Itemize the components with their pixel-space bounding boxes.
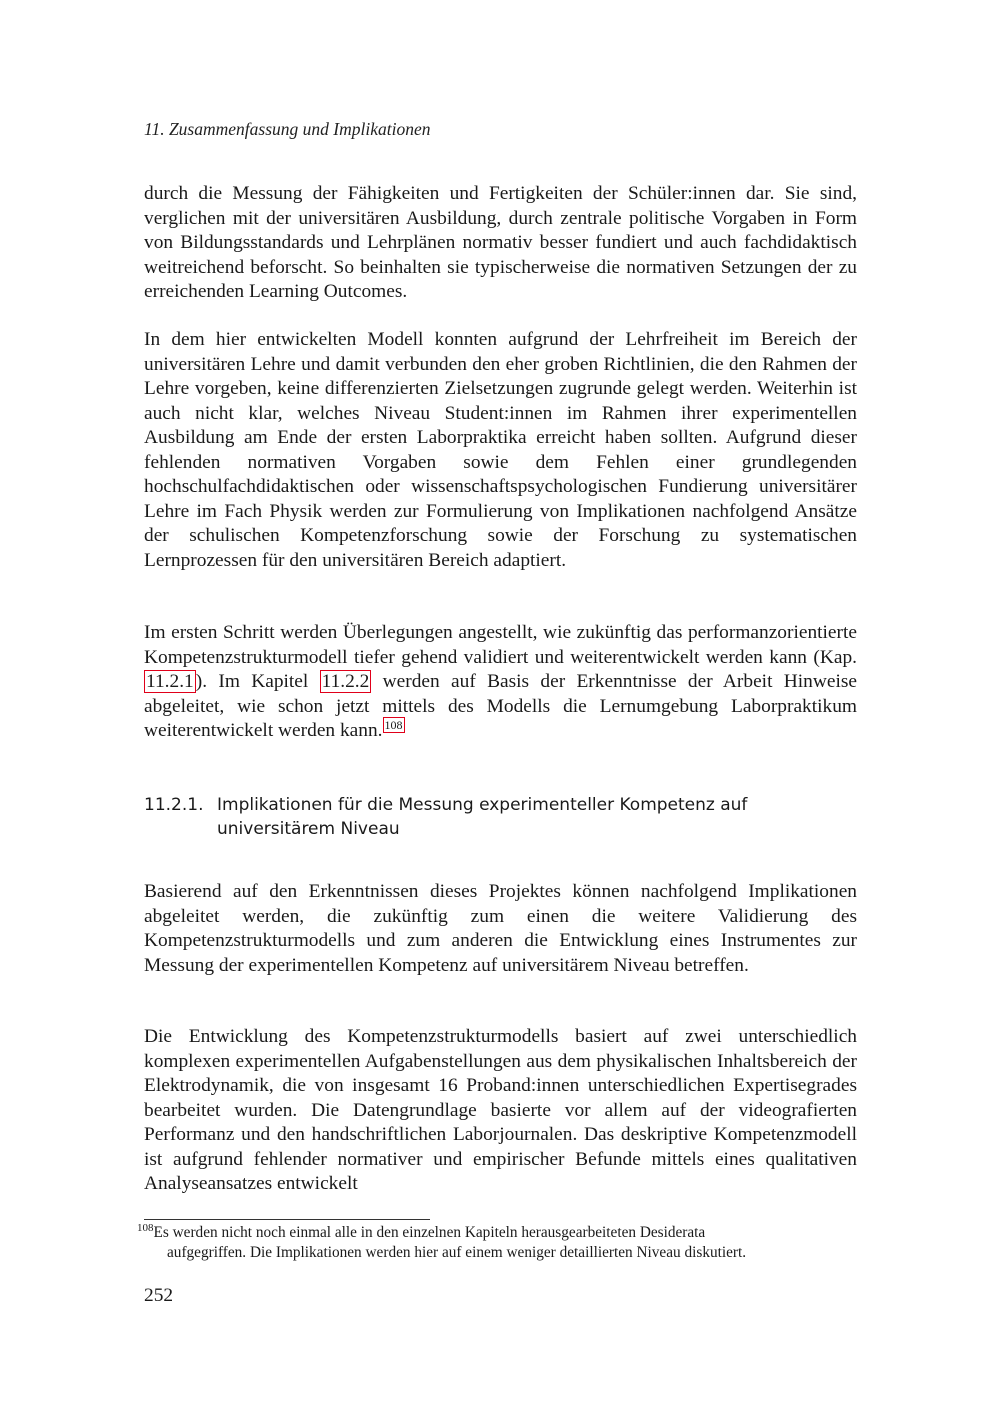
paragraph-3-text-c: werden auf Basis der Erkenntnisse der Arbeit Hinweise abgeleitet, wie schon jetzt mittels des Modells die Lernumgebung Laborpraktikum weiterentwickelt werden kann.: [144, 671, 857, 741]
paragraph-1: [144, 182, 857, 305]
paragraph-3-text-a: Im ersten Schritt werden Überlegungen angestellt, wie zukünftig das performanzorientierte Kompetenzstrukturmodell tiefer gehend validiert und weiterentwickelt werden kann (Kap.: [144, 622, 857, 668]
chapter-link-11-2-2[interactable]: 11.2.2: [321, 671, 370, 692]
paragraph-5: [144, 1025, 857, 1197]
paragraph-1-text: durch die Messung der Fähigkeiten und Fertigkeiten der Schüler:innen dar. Sie sind, verglichen mit der universitären Ausbildung, durch zentrale politische Vorgaben in Form von Bildungsstandards und Lehrplänen normativ besser fundiert und auch fachdidaktisch weitreichend beforscht. So beinhalten sie typischerweise die normativen Setzungen der zu erreichenden Learning Outcomes.: [144, 183, 857, 302]
paragraph-2-text: In dem hier entwickelten Modell konnten aufgrund der Lehrfreiheit im Bereich der universitären Lehre und damit verbunden den eher groben Richtlinien, die den Rahmen der Lehre vorgeben, keine differenzierten Zielsetzungen zugrunde gelegt werden. Weiterhin ist auch nicht klar, welches Niveau Student:innen im Rahmen ihrer experimentellen Ausbildung am Ende der ersten Laborpraktika erreicht haben sollten. Aufgrund dieser fehlenden normativen Vorgaben sowie dem Fehlen einer grundlegenden hochschulfachdidaktischen oder wissenschaftspsychologischen Fundierung universitärer Lehre im Fach Physik werden zur Formulierung von Implikationen nachfolgend Ansätze der schulischen Kompetenzforschung sowie der Forschung zu systematischen Lernprozessen für den universitären Bereich adaptiert.: [144, 329, 857, 571]
footnote-rule: [144, 1219, 430, 1220]
paragraph-4: [144, 880, 857, 978]
paragraph-5-text: Die Entwicklung des Kompetenzstrukturmodells basiert auf zwei unterschiedlich komplexen experimentellen Aufgabenstellungen aus dem physikalischen Inhaltsbereich der Elektrodynamik, die von insgesamt 16 Proband:innen unterschiedlichen Expertisegrades bearbeitet wurden. Die Datengrundlage basierte vor allem auf der videografierten Performanz und den handschriftlichen Laborjournalen. Das deskriptive Kompetenzmodell ist aufgrund fehlender normativer und empirischer Befunde mittels eines qualitativen Analyseansatzes entwickelt: [144, 1026, 857, 1194]
footnote-line-2: aufgegriffen. Die Implikationen werden hier auf einem weniger detaillierten Niveau diskutiert.: [167, 1244, 747, 1261]
footnote-link-108[interactable]: 108: [384, 717, 403, 732]
footnote-108: [137, 1223, 857, 1263]
paragraph-2: [144, 328, 857, 573]
paragraph-3-text-b: ). Im Kapitel: [195, 671, 320, 692]
section-heading: [144, 793, 857, 841]
section-title: Implikationen für die Messung experimenteller Kompetenz auf universitärem Niveau: [217, 795, 748, 839]
paragraph-4-text: Basierend auf den Erkenntnissen dieses Projektes können nachfolgend Implikationen abgeleitet werden, die zukünftig zum einen die weitere Validierung des Kompetenzstrukturmodells und zum anderen die Entwicklung eines Instrumentes zur Messung der experimentellen Kompetenz auf universitärem Niveau betreffen.: [144, 881, 857, 976]
section-number: 11.2.1.: [144, 795, 204, 815]
page-number: 252: [144, 1285, 174, 1306]
footnote-mark: 108: [137, 1221, 154, 1234]
running-head: 11. Zusammenfassung und Implikationen: [144, 119, 431, 139]
footnote-line-1: Es werden nicht noch einmal alle in den einzelnen Kapiteln herausgearbeiteten Desiderata: [153, 1224, 706, 1241]
chapter-link-11-2-1[interactable]: 11.2.1: [146, 671, 194, 692]
paragraph-3: [144, 621, 857, 744]
